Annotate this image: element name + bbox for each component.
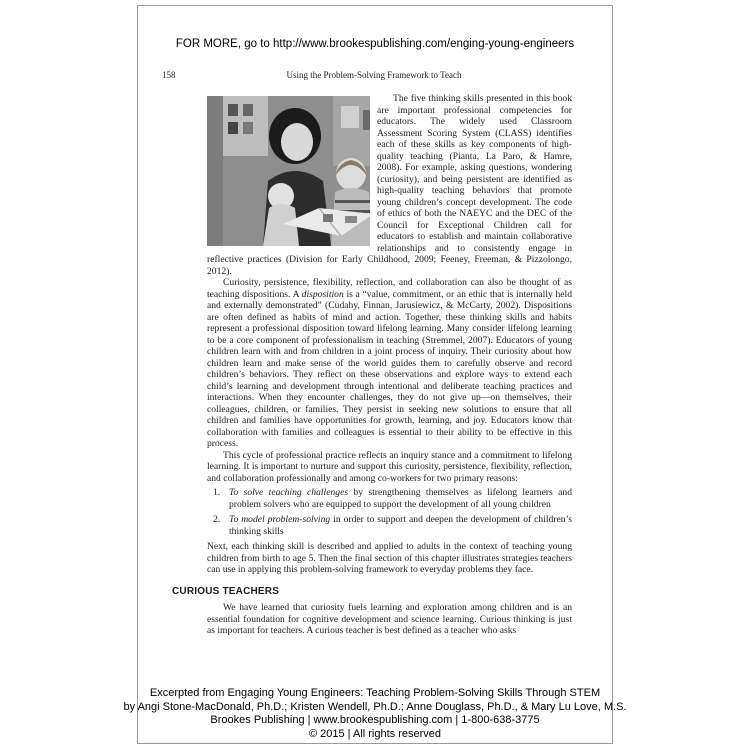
list-item: [207, 487, 572, 510]
page-body: [172, 93, 573, 637]
footer-line-1: Excerpted from Engaging Young Engineers: Teaching Problem-Solving Skills Through STEM: [149, 687, 601, 699]
paragraph-4: Next, each thinking skill is described and applied to adults in the context of teaching young children from birth to age 5. Then the final section of this chapter illustrates strategies teachers can use in applying this problem-solving framework to everyday problems they face.: [207, 541, 572, 575]
list-item-text: by strengthening themselves as lifelong learners and problem solvers who are equipped to support the development of all young children: [229, 487, 572, 510]
section-heading: CURIOUS TEACHERS: [172, 585, 280, 597]
paragraph-1: [207, 93, 572, 277]
teacher-reading-to-children-photo: [207, 96, 370, 246]
reasons-list: [207, 487, 572, 537]
list-number: 1.: [213, 487, 221, 498]
paragraph-1-text: The five thinking skills presented in this book are important professional competencies for educators. The widely used Classroom Assessment Scoring System (CLASS) identifies each of these skills as key components of high-quality teaching (Pianta, La Paro, & Hamre, 2008). For example, asking questions, wondering (curiosity), and being persistent are identified as high-quality teaching behaviors that promote young children’s concept development. The code of ethics of both the NAEYC and the DEC of the Council for Exceptional Children call for educators to establish and maintain collaborative relationships and to consistently engage in reflective practices (Division for Early Childhood, 2009; Feeney, Freeman, & Pizzolongo, 2012).: [207, 93, 572, 277]
list-item-lead: To solve teaching challenges: [229, 487, 349, 498]
footer-credits: [0, 687, 750, 741]
paragraph-3: This cycle of professional practice reflects an inquiry stance and a commitment to lifelong learning. It is important to nurture and support this curiosity, persistence, flexibility, reflection, and collaboration professionally and among co-workers for two primary reasons:: [207, 449, 572, 484]
paragraph-2-start: Curiosity, persistence, flexibility, reflection, and collaboration can also be thought of as teaching dispositions. A: [207, 277, 572, 300]
paragraph-2-rest: is a “value, commitment, or an ethic that is internally held and externally demonstrated” (Cudahy, Finnan, Jarusiewicz, & McCarty, 2002). Dispositions are often defined as habits of mind and action. Together, these thinking skills and habits represent a professional disposition toward lifelong learning. Many consider lifelong learning to be a core component of professionalism in teaching (Stremmel, 2007). Educators of young children learn with and from children in a joint process of inquiry. Their curiosity about how children learn and make sense of the world guides them to carefully observe and record children’s behaviors. They reflect on these observations and explore ways to extend each child’s learning and development through intentional and deliberate teaching practices and interactions. When they encounter challenges, they do not give up—on themselves, their colleagues, children, or families. They persist in seeking new solutions to ensure that all children and families have opportunities for growth, learning, and joy. Educators know that collaboration with families and colleagues is essential to their ability to be effective in this process.: [207, 288, 572, 449]
list-item-text: in order to support and deepen the development of children’s thinking skills: [229, 514, 573, 537]
running-head-title: Using the Problem-Solving Framework to Teach: [286, 70, 462, 80]
banner-top[interactable]: FOR MORE, go to http://www.brookespublishing.com/enging-young-engineers: [175, 38, 575, 50]
footer-line-4: © 2015 | All rights reserved: [308, 727, 442, 740]
paragraph-5: We have learned that curiosity fuels learning and exploration among children and is an essential foundation for cognitive development and science learning. Curious thinking is just as important for teachers. A curious teacher is best defined as a teacher who asks: [207, 602, 572, 636]
paragraph-2: [207, 277, 572, 450]
list-item: [207, 514, 572, 537]
footer-line-3[interactable]: Brookes Publishing | www.brookespublishing.com | 1-800-638-3775: [210, 714, 540, 726]
list-number: 2.: [213, 514, 221, 525]
page-number: 158: [162, 70, 176, 80]
footer-line-2: by Angi Stone-MacDonald, Ph.D.; Kristen Wendell, Ph.D.; Anne Douglass, Ph.D., & Mary Lu Love, M.S.: [123, 700, 627, 713]
list-item-lead: To model problem-solving: [229, 514, 331, 525]
term-disposition: disposition: [301, 288, 344, 300]
